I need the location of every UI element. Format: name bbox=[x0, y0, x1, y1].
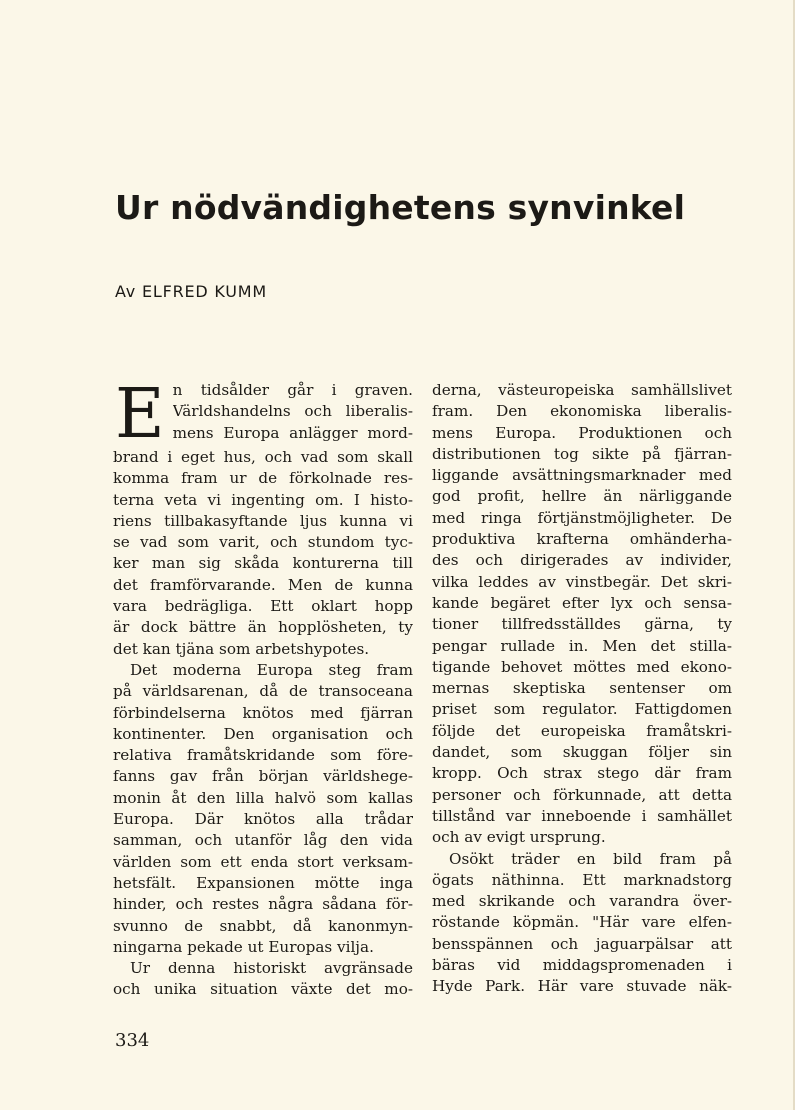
text-line: riens tillbakasyftande ljus kunna vi bbox=[113, 511, 413, 530]
text-line: mens Europa. Produktionen och bbox=[432, 423, 732, 442]
text-line: ögats näthinna. Ett marknadstorg bbox=[432, 870, 732, 889]
text-line: och av evigt ursprung. bbox=[432, 828, 606, 847]
text-line: tillstånd var inneboende i samhället bbox=[432, 806, 732, 825]
text-line: på världsarenan, då de transoceana bbox=[113, 682, 413, 701]
text-line: med skrikande och varandra över- bbox=[432, 892, 732, 911]
text-line: monin åt den lilla halvö som kallas bbox=[113, 788, 413, 807]
text-line: relativa framåtskridande som före- bbox=[113, 746, 413, 765]
text-line: se vad som varit, och stundom tyc- bbox=[113, 533, 413, 552]
text-line: förbindelserna knötos med fjärran bbox=[113, 703, 413, 722]
text-line: kande begäret efter lyx och sensa- bbox=[432, 593, 732, 612]
text-line: världen som ett enda stort verksam- bbox=[113, 852, 413, 871]
article-byline: Av ELFRED KUMM bbox=[115, 282, 268, 301]
text-line: kontinenter. Den organisation och bbox=[113, 724, 413, 743]
text-line: brand i eget hus, och vad som skall bbox=[113, 448, 413, 466]
text-line: det framförvarande. Men de kunna bbox=[113, 575, 413, 594]
text-line: svunno de snabbt, då kanonmyn- bbox=[113, 916, 413, 935]
text-line: Osökt träder en bild fram på bbox=[449, 849, 732, 868]
text-line: och unika situation växte det mo- bbox=[113, 980, 413, 999]
drop-cap: E bbox=[115, 375, 165, 454]
text-line: röstande köpmän. "Här vare elfen- bbox=[432, 913, 732, 932]
text-line: Ur denna historiskt avgränsade bbox=[130, 959, 413, 978]
text-line: dandet, som skuggan följer sin bbox=[432, 743, 732, 762]
text-line: vilka leddes av vinstbegär. Det skri- bbox=[432, 572, 732, 591]
text-line: följde det europeiska framåtskri- bbox=[432, 721, 732, 740]
opening-paragraph bbox=[113, 375, 413, 454]
text-line: god profit, hellre än närliggande bbox=[432, 487, 732, 506]
text-line: samman, och utanför låg den vida bbox=[113, 831, 413, 850]
text-line: produktiva krafterna omhänderha- bbox=[432, 530, 732, 549]
article-title: Ur nödvändighetens synvinkel bbox=[115, 188, 686, 227]
text-line: terna veta vi ingenting om. I histo- bbox=[113, 490, 413, 509]
text-line: Europa. Där knötos alla trådar bbox=[113, 810, 413, 829]
text-line: tigande behovet möttes med ekono- bbox=[432, 657, 732, 676]
text-line: tioner tillfredsställdes gärna, ty bbox=[432, 615, 732, 634]
text-line: är dock bättre än hopplösheten, ty bbox=[113, 618, 413, 637]
text-line: mens Europa anlägger mord- bbox=[172, 423, 413, 442]
text-line: ker man sig skåda konturerna till bbox=[113, 554, 413, 573]
text-line: hetsfält. Expansionen mötte inga bbox=[113, 873, 413, 892]
text-line: kropp. Och strax stego där fram bbox=[432, 764, 732, 783]
text-line: Hyde Park. Här vare stuvade näk- bbox=[432, 977, 732, 996]
left-column bbox=[113, 375, 413, 1001]
text-line: n tidsålder går i graven. bbox=[172, 381, 413, 399]
text-line: priset som regulator. Fattigdomen bbox=[432, 700, 732, 719]
text-line: des och dirigerades av individer, bbox=[432, 551, 732, 570]
text-line: med ringa förtjänstmöjligheter. De bbox=[432, 508, 732, 527]
text-line: ningarna pekade ut Europas vilja. bbox=[113, 937, 374, 956]
text-line: hinder, och restes några sådana för- bbox=[113, 895, 413, 914]
page-number: 334 bbox=[115, 1030, 150, 1051]
text-line: Världshandelns och liberalis- bbox=[172, 402, 413, 421]
right-column bbox=[432, 380, 732, 998]
text-line: mernas skeptiska sentenser om bbox=[432, 679, 732, 698]
text-line: distributionen tog sikte på fjärran- bbox=[432, 444, 732, 463]
text-line: bäras vid middagspromenaden i bbox=[432, 956, 732, 975]
text-line: Det moderna Europa steg fram bbox=[130, 660, 413, 679]
text-line: bensspännen och jaguarpälsar att bbox=[432, 934, 732, 953]
text-line: liggande avsättningsmarknader med bbox=[432, 466, 732, 485]
text-line: komma fram ur de förkolnade res- bbox=[113, 469, 413, 488]
text-line: personer och förkunnade, att detta bbox=[432, 785, 732, 804]
text-line: fanns gav från början världshege- bbox=[113, 767, 413, 786]
text-line: derna, västeuropeiska samhällslivet bbox=[432, 381, 732, 399]
text-line: pengar rullade in. Men det stilla- bbox=[432, 636, 732, 655]
text-line: fram. Den ekonomiska liberalis- bbox=[432, 402, 732, 421]
text-line: vara bedrägliga. Ett oklart hopp bbox=[113, 597, 413, 616]
text-line: det kan tjäna som arbetshypotes. bbox=[113, 639, 370, 658]
